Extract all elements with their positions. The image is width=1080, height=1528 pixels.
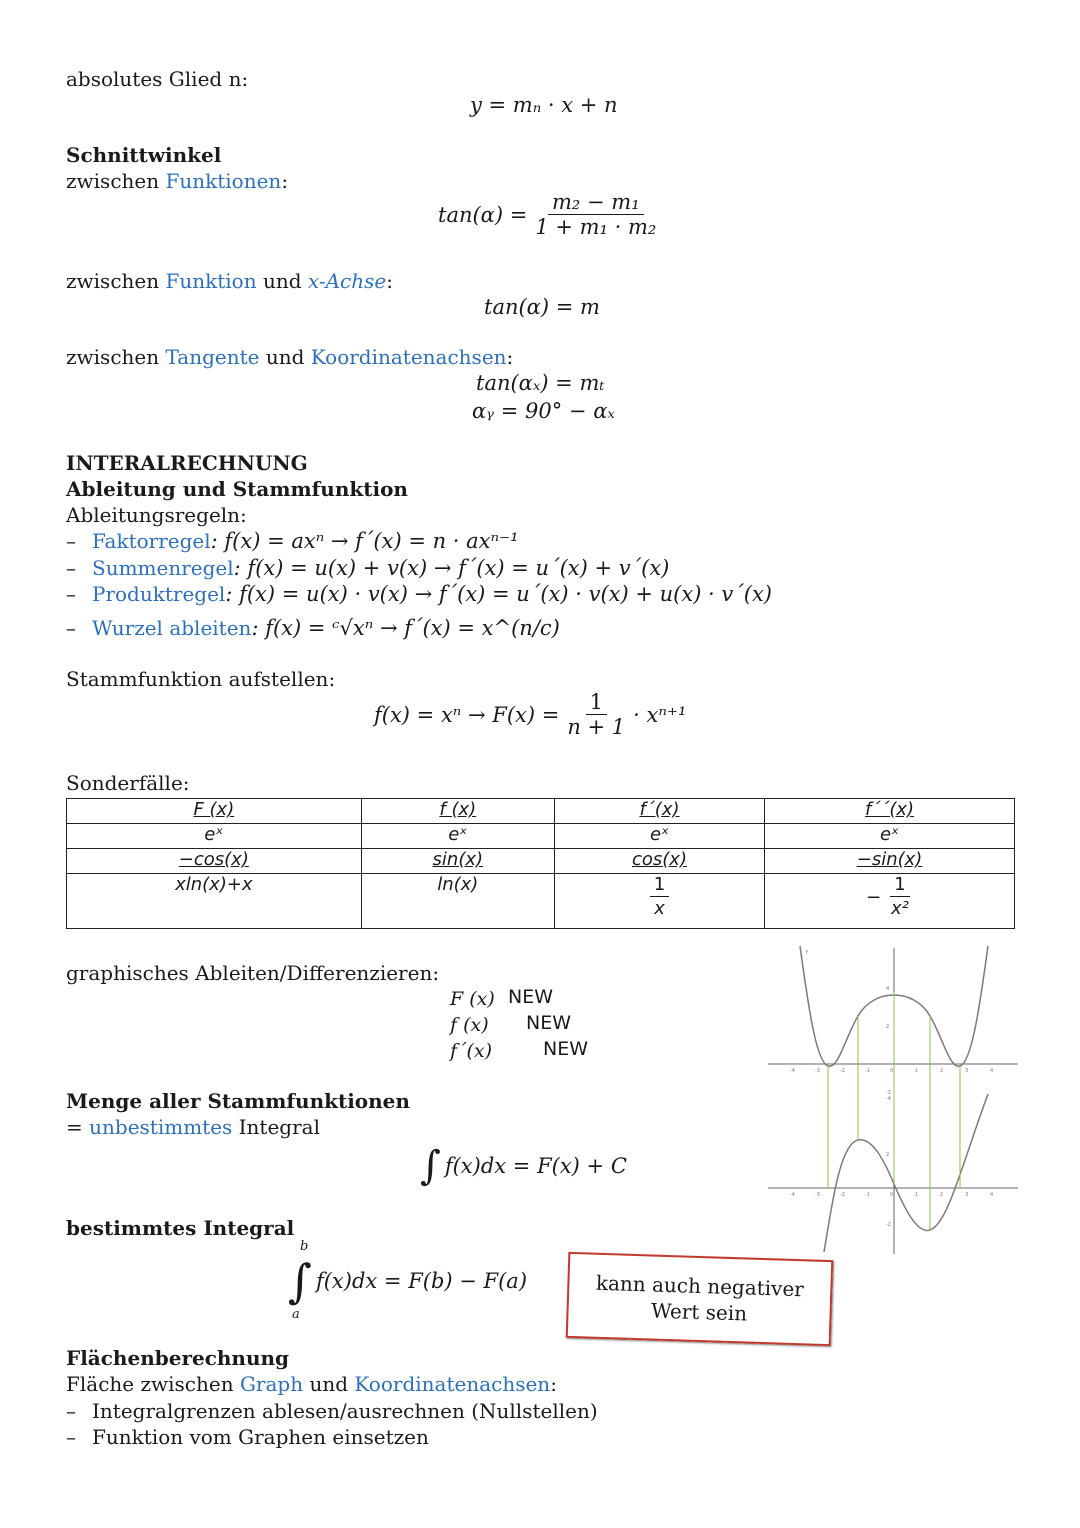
top-graph — [768, 946, 1018, 1104]
table-cell: cos(x) — [554, 849, 764, 874]
schnittwinkel-title: Schnittwinkel — [66, 143, 222, 167]
graphisch-line — [450, 986, 610, 1012]
graphisch-new: NEW — [543, 1038, 589, 1060]
tick-label: 4 — [886, 986, 890, 992]
tick-label: 0 — [890, 1192, 894, 1198]
table-cell: −cos(x) — [67, 849, 362, 874]
frac-num: 1 — [650, 874, 669, 897]
flaeche-line — [66, 1371, 557, 1397]
tick-label: -4 — [886, 1096, 891, 1102]
lower-limit: a — [292, 1307, 300, 1322]
label-part: und — [259, 345, 311, 369]
rule-formula: : f(x) = axⁿ → f´(x) = n · axⁿ⁻¹ — [210, 529, 519, 553]
funktionen-label — [66, 168, 288, 194]
table-cell — [765, 874, 1015, 929]
label-link: x-Achse — [307, 269, 387, 293]
tangente-formula-2: αᵧ = 90° − αₓ — [472, 399, 615, 423]
label-part: und — [303, 1372, 355, 1396]
graphisch-fn: f´(x) — [450, 1040, 493, 1062]
label-part: : — [550, 1372, 557, 1396]
label-part: zwischen — [66, 169, 166, 193]
label-part: : — [386, 269, 393, 293]
label-part: zwischen — [66, 345, 166, 369]
flaeche-bullet: – Integralgrenzen ablesen/ausrechnen (Nullstellen) — [66, 1399, 598, 1423]
sonder-label: Sonderfälle: — [66, 771, 190, 795]
tan-lhs: tan(α) = — [438, 202, 528, 227]
flaeche-title: Flächenberechnung — [66, 1346, 290, 1370]
table-header: f´(x) — [554, 799, 764, 824]
rule-name: Faktorregel — [92, 529, 211, 553]
bestimmt-title: bestimmtes Integral — [66, 1216, 295, 1240]
rule-name: Produktregel — [92, 582, 226, 606]
frac-sign: − — [866, 887, 882, 908]
label-link: Tangente — [165, 345, 260, 369]
label-part: zwischen — [66, 269, 166, 293]
stamm-fraction — [563, 690, 629, 739]
table-cell: eˣ — [67, 824, 362, 849]
unbestimmt-formula — [420, 1144, 627, 1188]
fprime-curve — [824, 1094, 988, 1252]
tick-label: 4 — [990, 1068, 994, 1074]
integral-title: INTERALRECHNUNG — [66, 451, 308, 475]
label-link: unbestimmtes — [89, 1115, 233, 1139]
stamm-rhs: · xⁿ⁺¹ — [633, 702, 687, 727]
table-header: f´´(x) — [765, 799, 1015, 824]
tick-label: -4 — [790, 1068, 795, 1074]
tick-label: -2 — [840, 1192, 845, 1198]
menge-title: Menge aller Stammfunktionen — [66, 1089, 410, 1113]
stamm-formula — [374, 690, 686, 739]
rule-item: – Summenregel: f(x) = u(x) + v(x) → f´(x) = u´(x) + v´(x) — [66, 556, 670, 580]
tick-label: 2 — [940, 1068, 944, 1074]
tick-label: -1 — [865, 1068, 870, 1074]
frac-den: x² — [891, 898, 909, 919]
label-link: Funktionen — [165, 169, 282, 193]
stamm-label: Stammfunktion aufstellen: — [66, 667, 336, 691]
schnittwinkel-formula — [438, 190, 664, 239]
bestimmt-expression: f(x)dx = F(b) − F(a) — [315, 1269, 528, 1293]
tan-denominator: 1 + m₁ · m₂ — [535, 215, 657, 239]
table-header: f (x) — [361, 799, 554, 824]
frac-num: 1 — [890, 874, 909, 897]
tick-label: -3 — [815, 1192, 820, 1198]
label-part: Fläche zwischen — [66, 1372, 240, 1396]
bestimmt-formula — [288, 1254, 527, 1308]
table-header-row — [67, 799, 1015, 824]
graphisch-fn: f (x) — [450, 1014, 489, 1036]
table-header: F (x) — [67, 799, 362, 824]
tick-label: -4 — [790, 1192, 795, 1198]
label-part: : — [506, 345, 514, 369]
absolutes-glied-formula: y = mₙ · x + n — [470, 93, 618, 117]
rule-formula: : f(x) = ᶜ√xⁿ → f´(x) = x^(n/c) — [251, 616, 560, 640]
tick-label: 3 — [965, 1192, 969, 1198]
tick-label: -3 — [815, 1068, 820, 1074]
table-cell: ln(x) — [361, 874, 554, 929]
tick-label: 1 — [915, 1068, 919, 1074]
rule-item: – Wurzel ableiten: f(x) = ᶜ√xⁿ → f´(x) = x^(n/c) — [66, 616, 560, 640]
rule-name: Summenregel — [92, 556, 234, 580]
graphisch-list — [450, 986, 610, 1064]
rule-item: – Produktregel: f(x) = u(x) · v(x) → f´(x) = u´(x) · v(x) + u(x) · v´(x) — [66, 582, 772, 606]
rules-label: Ableitungsregeln: — [66, 503, 247, 527]
frac-den: x — [654, 898, 665, 919]
tick-label: 1 — [915, 1192, 919, 1198]
stamm-lhs: f(x) = xⁿ → F(x) = — [374, 702, 560, 727]
table-cell — [554, 874, 764, 929]
tangente-formula-1: tan(αₓ) = mₜ — [476, 371, 605, 395]
tick-label: 4 — [990, 1192, 994, 1198]
integral-sign: ∫ — [420, 1143, 441, 1189]
unbestimmt-expression: f(x)dx = F(x) + C — [444, 1154, 627, 1178]
graphisch-label: graphisches Ableiten/Differenzieren: — [66, 961, 440, 985]
table-cell: sin(x) — [361, 849, 554, 874]
table-cell: eˣ — [361, 824, 554, 849]
label-part: = — [66, 1115, 90, 1139]
graphisch-line — [450, 1038, 610, 1064]
tick-label: 2 — [886, 1024, 890, 1030]
note-line: kann auch negativer — [595, 1270, 805, 1302]
label-link: Koordinatenachsen — [354, 1372, 551, 1396]
tan-fraction — [531, 190, 660, 239]
frac-cell — [887, 874, 913, 921]
label-part: Integral — [232, 1115, 320, 1139]
note-box — [566, 1252, 834, 1346]
tick-label: -2 — [840, 1068, 845, 1074]
frac-cell — [650, 874, 669, 921]
menge-line — [66, 1114, 320, 1140]
stamm-denominator: n + 1 — [567, 715, 626, 739]
tick-label: 0 — [890, 1068, 894, 1074]
bottom-graph — [768, 1094, 1018, 1254]
graphisch-fn: F (x) — [450, 988, 495, 1010]
tick-label: -1 — [865, 1192, 870, 1198]
curve-label: f — [806, 950, 808, 956]
derivative-graph — [766, 944, 1022, 1260]
table-cell: eˣ — [554, 824, 764, 849]
label-link: Graph — [239, 1372, 304, 1396]
bullet-text: Integralgrenzen ablesen/ausrechnen (Nullstellen) — [92, 1399, 598, 1423]
label-link: Funktion — [165, 269, 257, 293]
table-cell: −sin(x) — [765, 849, 1015, 874]
note-line: Wert sein — [650, 1298, 748, 1326]
achse-formula: tan(α) = m — [484, 295, 600, 319]
sonderfaelle-table — [66, 798, 1015, 929]
rule-formula: : f(x) = u(x) · v(x) → f´(x) = u´(x) · v(x) + u(x) · v´(x) — [225, 582, 772, 606]
graphisch-new: NEW — [508, 986, 554, 1008]
table-row — [67, 824, 1015, 849]
label-link: Koordinatenachsen — [310, 345, 507, 369]
table-row — [67, 849, 1015, 874]
upper-limit: b — [300, 1239, 309, 1254]
absolutes-glied-label: absolutes Glied n: — [66, 67, 249, 91]
tan-numerator: m₂ − m₁ — [548, 190, 644, 215]
label-part: und — [256, 269, 308, 293]
rule-item: – Faktorregel: f(x) = axⁿ → f´(x) = n · axⁿ⁻¹ — [66, 529, 519, 553]
table-cell: eˣ — [765, 824, 1015, 849]
label-part: : — [281, 169, 289, 193]
integral-subtitle: Ableitung und Stammfunktion — [66, 477, 408, 501]
graphisch-new: NEW — [526, 1012, 572, 1034]
tick-label: 2 — [940, 1192, 944, 1198]
rule-name: Wurzel ableiten — [92, 616, 252, 640]
table-cell: xln(x)+x — [67, 874, 362, 929]
integral-sign: ∫ — [288, 1254, 312, 1308]
tick-label: 3 — [965, 1068, 969, 1074]
stamm-numerator: 1 — [586, 690, 607, 715]
rule-formula: : f(x) = u(x) + v(x) → f´(x) = u´(x) + v´(x) — [233, 556, 670, 580]
achse-label — [66, 268, 393, 294]
graphisch-line — [450, 1012, 610, 1038]
bullet-text: Funktion vom Graphen einsetzen — [92, 1425, 429, 1449]
tick-label: 2 — [886, 1152, 890, 1158]
graph-ticks — [790, 986, 993, 1228]
tangente-label — [66, 344, 513, 370]
flaeche-bullet: – Funktion vom Graphen einsetzen — [66, 1425, 429, 1449]
table-row — [67, 874, 1015, 929]
tick-label: -2 — [886, 1222, 891, 1228]
tick-label: -2 — [886, 1090, 891, 1096]
